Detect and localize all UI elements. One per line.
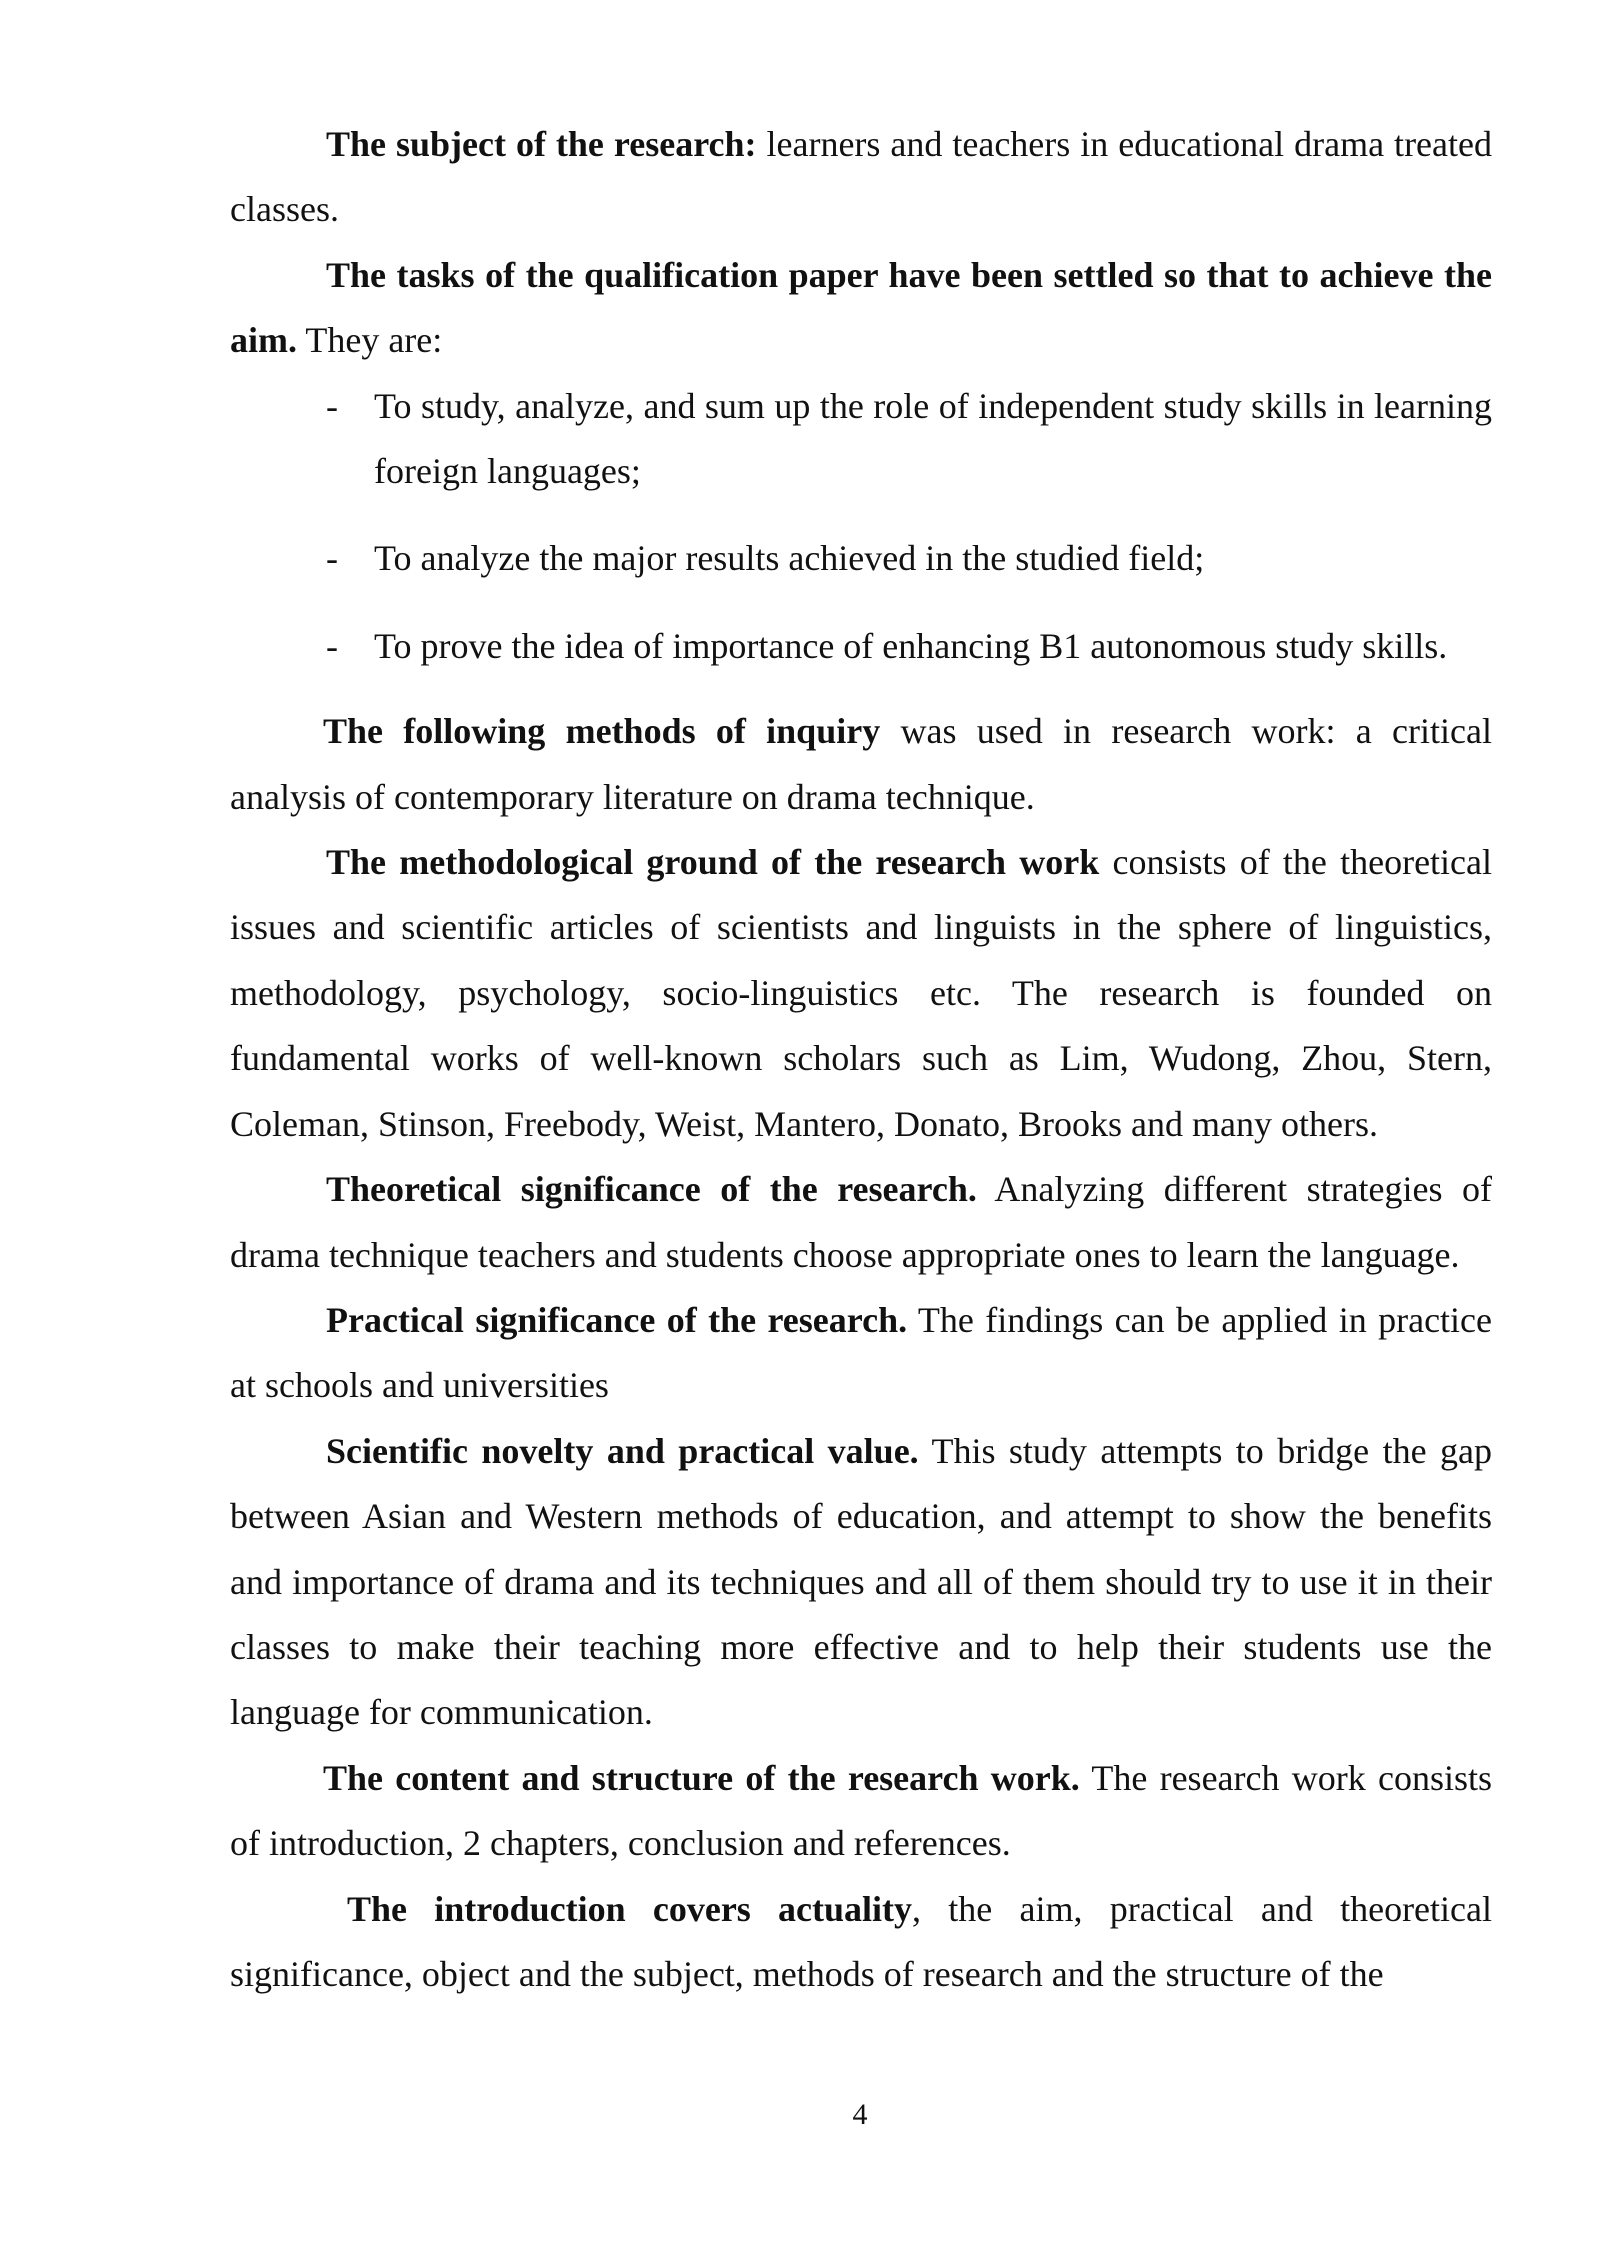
list-bullet: - — [326, 385, 338, 426]
page-number: 4 — [852, 2098, 868, 2131]
list-item-text: To analyze the major results achieved in the studied field; — [374, 538, 1205, 579]
novelty-heading: Scientific novelty and practical value. — [326, 1430, 919, 1471]
list-bullet: - — [326, 625, 338, 666]
methods-text: was used in research work: a critical analysis of contemporary literature on drama technique. — [230, 711, 1492, 817]
list-item-text: To study, analyze, and sum up the role of independent study skills in learning foreign languages; — [374, 385, 1492, 492]
list-item — [230, 526, 1492, 591]
paragraph-subject — [230, 112, 1492, 243]
introduction-heading: The introduction covers actuality — [347, 1888, 913, 1929]
paragraph-novelty — [230, 1419, 1492, 1746]
paragraph-introduction — [230, 1877, 1492, 2008]
theoretical-significance-heading: Theoretical significance of the research. — [326, 1169, 977, 1210]
tasks-list — [230, 374, 1492, 680]
paragraph-methods — [230, 699, 1492, 830]
list-item — [230, 374, 1492, 505]
paragraph-structure — [230, 1746, 1492, 1877]
tasks-text: They are: — [297, 320, 443, 361]
tasks-heading: The tasks of the qualification paper have been settled so that to achieve the aim. — [230, 254, 1492, 361]
theoretical-significance-text: Analyzing different strategies of drama technique teachers and students choose appropriate ones to learn the language. — [230, 1169, 1492, 1275]
practical-significance-heading: Practical significance of the research. — [326, 1299, 908, 1340]
methods-heading: The following methods of inquiry — [323, 711, 881, 752]
practical-significance-text: The findings can be applied in practice at schools and universities — [230, 1299, 1493, 1406]
novelty-text: This study attempts to bridge the gap between Asian and Western methods of education, and attempt to show the benefits and importance of drama and its techniques and all of them should try to use it in their classes to make their teaching more effective and to help their students use the language for communication. — [230, 1430, 1492, 1733]
introduction-text: , the aim, practical and theoretical significance, object and the subject, methods of research and the structure of the — [230, 1888, 1492, 1994]
list-item — [230, 614, 1492, 679]
structure-text: The research work consists of introduction, 2 chapters, conclusion and references. — [230, 1757, 1493, 1864]
list-item-text: To prove the idea of importance of enhancing B1 autonomous study skills. — [374, 625, 1448, 666]
subject-heading: The subject of the research: — [326, 124, 757, 164]
paragraph-practical-significance — [230, 1288, 1492, 1419]
paragraph-methodological-ground — [230, 830, 1492, 1157]
methodological-ground-heading: The methodological ground of the research work — [326, 842, 1100, 883]
document-page — [230, 112, 1492, 2007]
subject-text: learners and teachers in educational drama treated classes. — [230, 124, 1492, 230]
methodological-ground-text: consists of the theoretical issues and scientific articles of scientists and linguists in the sphere of linguistics, methodology, psychology, socio-linguistics etc. The research is founded on fundamental works of well-known scholars such as Lim, Wudong, Zhou, Stern, Coleman, Stinson, Freebody, Weist, Mantero, Donato, Brooks and many others. — [230, 842, 1493, 1144]
structure-heading: The content and structure of the research work. — [323, 1757, 1080, 1798]
paragraph-tasks — [230, 243, 1492, 374]
list-bullet: - — [326, 538, 338, 579]
paragraph-theoretical-significance — [230, 1157, 1492, 1288]
